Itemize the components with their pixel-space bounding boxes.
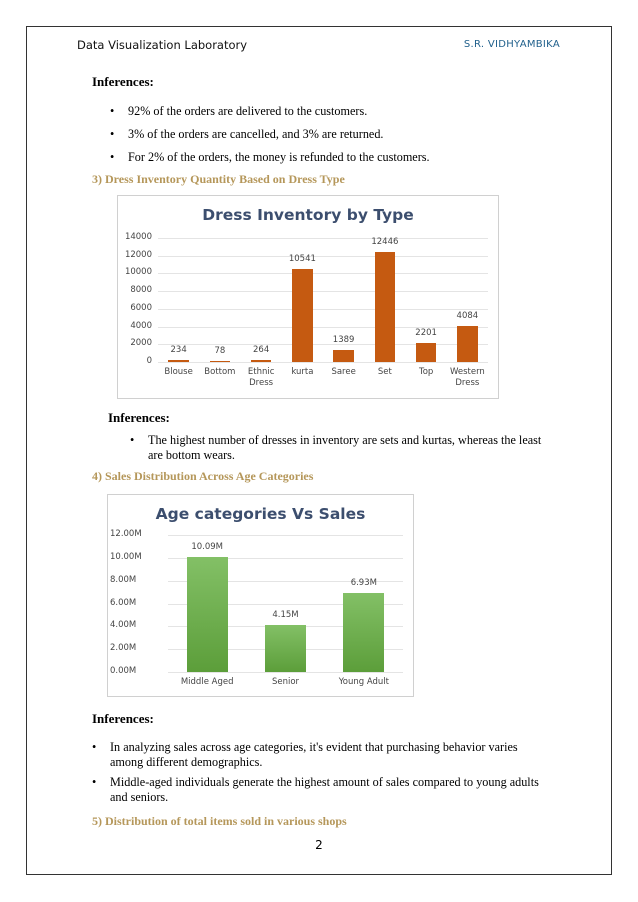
inferences-heading-2: Inferences: bbox=[108, 410, 170, 425]
bar bbox=[333, 350, 354, 362]
data-label: 4.15M bbox=[272, 609, 299, 620]
x-tick-label: Saree bbox=[331, 367, 356, 377]
section-5-title: 5) Distribution of total items sold in various shops bbox=[92, 814, 347, 828]
y-tick-label: 6.00M bbox=[110, 597, 137, 608]
x-tick-label: Senior bbox=[271, 677, 300, 687]
section-3-title: 3) Dress Inventory Quantity Based on Dress Type bbox=[92, 172, 345, 186]
y-tick-label: 8000 bbox=[130, 285, 152, 296]
x-tick-label: Middle Aged bbox=[180, 677, 234, 687]
gridline bbox=[158, 291, 488, 292]
bar bbox=[375, 252, 396, 362]
bar bbox=[265, 625, 306, 672]
y-tick-label: 0 bbox=[146, 356, 152, 366]
header-author: S.R. VIDHYAMBIKA bbox=[463, 39, 560, 50]
y-tick-label: 14000 bbox=[124, 232, 152, 242]
bullet-icon: • bbox=[92, 775, 97, 789]
page-number: 2 bbox=[315, 838, 323, 852]
y-tick-label: 2.00M bbox=[110, 643, 137, 654]
data-label: 10541 bbox=[288, 253, 316, 264]
section-4-title: 4) Sales Distribution Across Age Categories bbox=[92, 469, 314, 483]
age-sales-chart bbox=[107, 494, 414, 697]
bar bbox=[168, 360, 189, 362]
x-tick-label: Ethnic Dress bbox=[247, 367, 275, 388]
data-label: 10.09M bbox=[191, 541, 223, 552]
list-item: • 3% of the orders are cancelled, and 3% are returned. bbox=[110, 127, 384, 141]
data-label: 6.93M bbox=[350, 577, 377, 588]
x-tick-label: Young Adult bbox=[338, 677, 389, 687]
x-tick-label: Western Dress bbox=[449, 367, 485, 388]
inferences-heading-3: Inferences: bbox=[92, 711, 154, 726]
data-label: 4084 bbox=[456, 310, 479, 321]
y-tick-label: 12000 bbox=[124, 249, 152, 260]
bar bbox=[210, 361, 231, 362]
list-item: • 92% of the orders are delivered to the customers. bbox=[110, 104, 368, 118]
data-label: 2201 bbox=[415, 327, 437, 338]
x-tick-label: Blouse bbox=[164, 367, 193, 377]
bar bbox=[292, 269, 313, 362]
data-label: 1389 bbox=[332, 334, 355, 345]
data-label: 264 bbox=[253, 344, 270, 355]
y-tick-label: 6000 bbox=[130, 302, 152, 313]
y-tick-label: 4.00M bbox=[110, 620, 137, 631]
data-label: 12446 bbox=[371, 236, 399, 247]
data-label: 234 bbox=[170, 344, 187, 355]
inferences-heading-1: Inferences: bbox=[92, 74, 154, 89]
bar bbox=[457, 326, 478, 362]
x-tick-label: Top bbox=[418, 367, 434, 377]
gridline bbox=[158, 309, 488, 310]
bar bbox=[187, 557, 228, 672]
bar bbox=[416, 343, 437, 362]
gridline bbox=[158, 238, 488, 239]
y-tick-label: 10.00M bbox=[110, 551, 142, 562]
bullet-icon: • bbox=[110, 104, 115, 118]
data-label: 78 bbox=[214, 346, 226, 357]
x-tick-label: Bottom bbox=[204, 367, 236, 377]
y-tick-label: 0.00M bbox=[110, 666, 137, 676]
gridline bbox=[158, 273, 488, 274]
y-tick-label: 2000 bbox=[130, 338, 152, 349]
x-tick-label: Set bbox=[377, 367, 392, 377]
list-item: • For 2% of the orders, the money is refunded to the customers. bbox=[110, 150, 430, 164]
bar bbox=[343, 593, 384, 672]
y-tick-label: 12.00M bbox=[110, 529, 142, 539]
x-tick-label: kurta bbox=[291, 367, 314, 377]
bar bbox=[251, 360, 272, 362]
y-tick-label: 10000 bbox=[124, 267, 152, 278]
y-tick-label: 8.00M bbox=[110, 574, 137, 585]
gridline bbox=[168, 535, 403, 536]
bullet-icon: • bbox=[110, 150, 115, 164]
bullet-icon: • bbox=[130, 433, 135, 447]
header-title: Data Visualization Laboratory bbox=[77, 38, 248, 52]
dress-inventory-chart bbox=[117, 195, 499, 399]
list-item: • Middle-aged individuals generate the highest amount of sales compared to young adults and seniors. bbox=[92, 775, 539, 804]
chart-title: Dress Inventory by Type bbox=[202, 206, 414, 224]
chart-title: Age categories Vs Sales bbox=[155, 505, 366, 523]
bullet-icon: • bbox=[92, 740, 97, 754]
list-item: • The highest number of dresses in inventory are sets and kurtas, whereas the least are bottom wears. bbox=[130, 433, 542, 462]
y-tick-label: 4000 bbox=[130, 320, 152, 331]
gridline bbox=[158, 362, 488, 363]
list-item: • In analyzing sales across age categories, it's evident that purchasing behavior varies among different demographics. bbox=[92, 740, 518, 769]
gridline bbox=[168, 672, 403, 673]
bullet-icon: • bbox=[110, 127, 115, 141]
